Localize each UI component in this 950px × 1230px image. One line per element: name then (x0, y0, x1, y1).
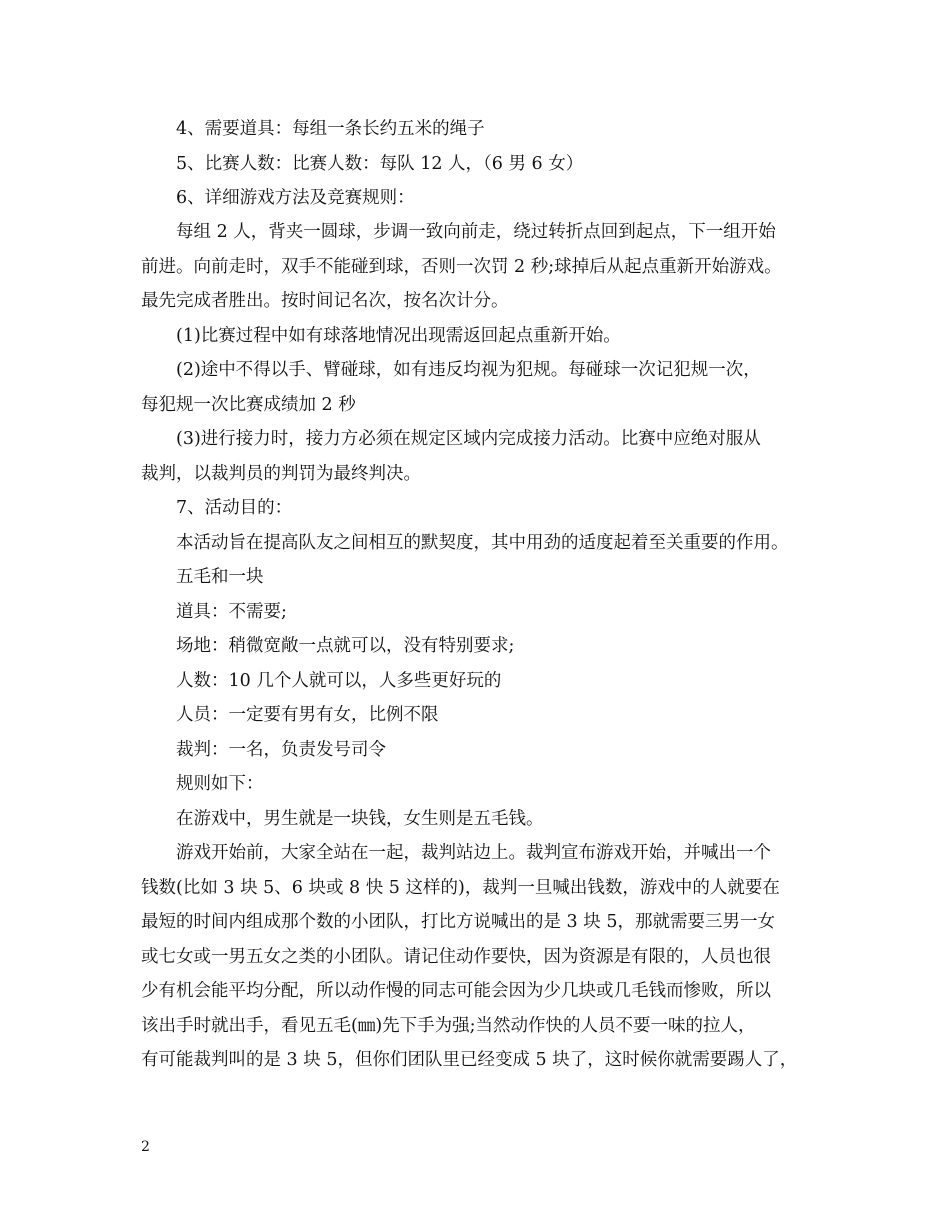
text-line: 场地：稍微宽敞一点就可以，没有特别要求; (176, 636, 515, 656)
text-line: 最先完成者胜出。按时间记名次，按名次计分。 (141, 291, 509, 311)
text-line: (1)比赛过程中如有球落地情况出现需返回起点重新开始。 (176, 326, 621, 346)
text-line: 道具：不需要; (176, 602, 287, 622)
text-line: 6、详细游戏方法及竞赛规则： (176, 188, 415, 208)
text-line: 每组 2 人，背夹一圆球，步调一致向前走，绕过转折点回到起点，下一组开始 (176, 222, 776, 242)
text-line: 7、活动目的： (176, 498, 293, 518)
text-line: 游戏开始前，大家全站在一起，裁判站边上。裁判宣布游戏开始，并喊出一个 (176, 843, 771, 863)
text-line: 5、比赛人数：比赛人数：每队 12 人，（6 男 6 女） (176, 154, 584, 174)
text-line: 裁判：一名，负责发号司令 (176, 740, 386, 760)
text-line: 钱数(比如 3 块 5、6 块或 8 快 5 这样的)，裁判一旦喊出钱数，游戏中的人就要在 (141, 878, 780, 898)
text-line: 少有机会能平均分配，所以动作慢的同志可能会因为少几块或几毛钱而惨败，所以 (141, 981, 771, 1001)
text-line: 每犯规一次比赛成绩加 2 秒 (141, 395, 356, 415)
text-line: 裁判，以裁判员的判罚为最终判决。 (141, 464, 421, 484)
text-line: 人员：一定要有男有女，比例不限 (176, 705, 439, 725)
text-line: 在游戏中，男生就是一块钱，女生则是五毛钱。 (176, 809, 544, 829)
text-line: 前进。向前走时，双手不能碰到球，否则一次罚 2 秒;球掉后从起点重新开始游戏。 (141, 257, 782, 277)
text-line: 或七女或一男五女之类的小团队。请记住动作要快，因为资源是有限的，人员也很 (141, 947, 771, 967)
text-line: 4、需要道具：每组一条长约五米的绳子 (176, 119, 485, 139)
text-line: 最短的时间内组成那个数的小团队，打比方说喊出的是 3 块 5，那就需要三男一女 (141, 912, 775, 932)
text-line: 人数：10 几个人就可以，人多些更好玩的 (176, 671, 502, 691)
text-line: 本活动旨在提高队友之间相互的默契度，其中用劲的适度起着至关重要的作用。 (176, 533, 789, 553)
page-number: 2 (141, 1139, 150, 1155)
text-line: (2)途中不得以手、臂碰球，如有违反均视为犯规。每碰球一次记犯规一次， (176, 360, 761, 380)
text-line: 有可能裁判叫的是 3 块 5，但你们团队里已经变成 5 块了，这时候你就需要踢人了， (141, 1050, 798, 1070)
text-line: 规则如下： (176, 774, 264, 794)
text-line: 该出手时就出手，看见五毛(㎜)先下手为强;当然动作快的人员不要一味的拉人， (141, 1016, 756, 1036)
section-heading: 五毛和一块 (176, 567, 264, 587)
text-line: (3)进行接力时，接力方必须在规定区域内完成接力活动。比赛中应绝对服从 (176, 429, 761, 449)
